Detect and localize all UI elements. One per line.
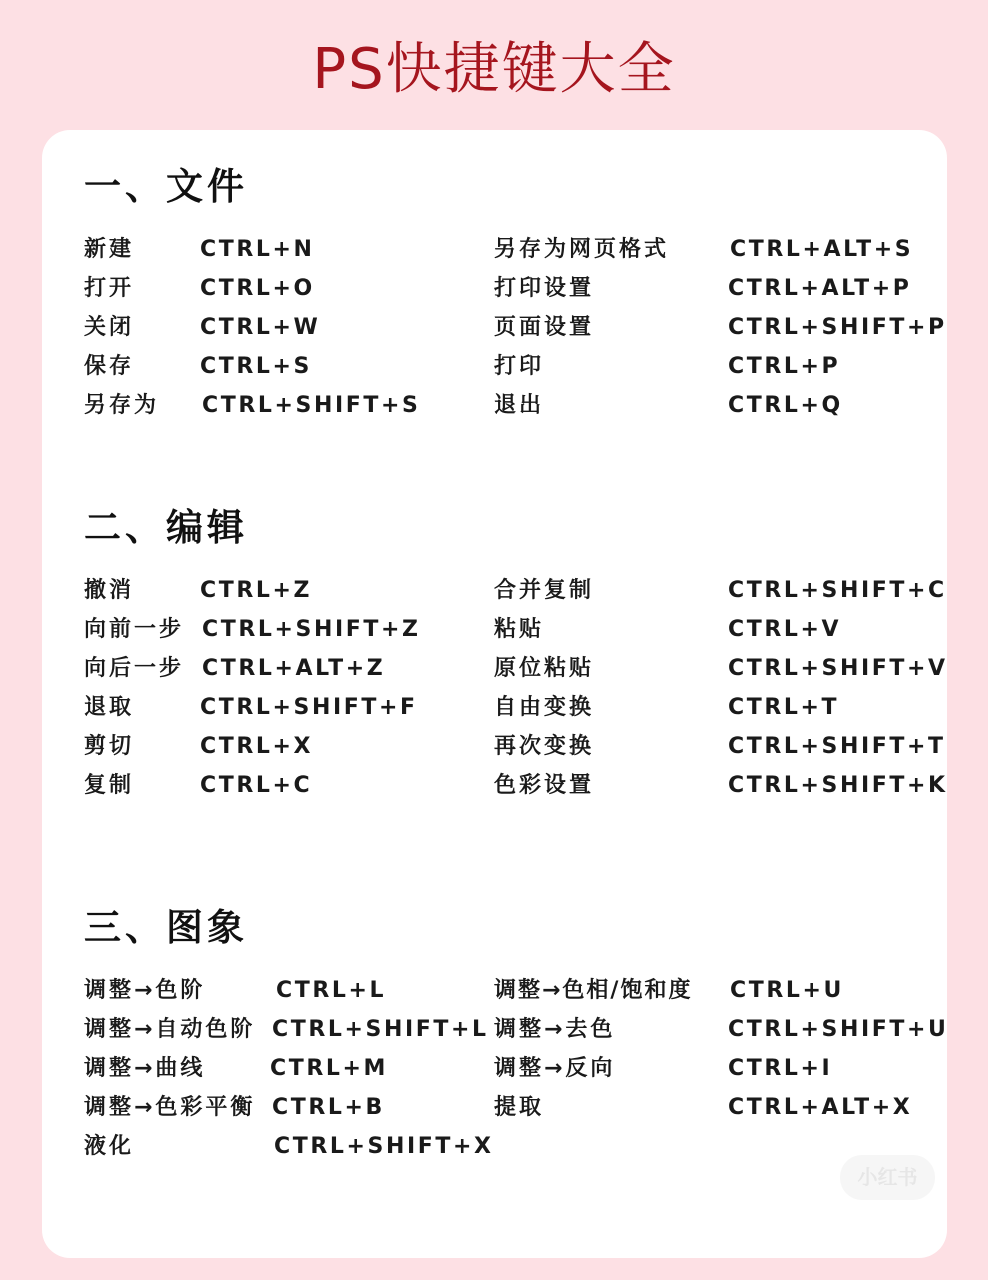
shortcut-name: 粘贴 xyxy=(494,617,545,642)
shortcut-keys: CTRL+SHIFT+K xyxy=(728,773,948,798)
shortcut-name: 原位粘贴 xyxy=(494,656,595,681)
shortcut-keys: CTRL+SHIFT+C xyxy=(728,578,947,603)
shortcut-keys: CTRL+O xyxy=(200,276,315,301)
shortcut-keys: CTRL+Z xyxy=(200,578,313,603)
shortcut-keys: CTRL+Q xyxy=(728,393,843,418)
page-title: PS快捷键大全 xyxy=(312,37,676,102)
shortcut-name: 调整→反向 xyxy=(494,1056,616,1081)
shortcut-card xyxy=(42,130,947,1258)
shortcut-name: 退取 xyxy=(84,695,135,720)
shortcut-keys: CTRL+SHIFT+L xyxy=(272,1017,489,1042)
shortcut-name: 保存 xyxy=(84,354,135,379)
shortcut-name: 调整→色相/饱和度 xyxy=(494,978,693,1003)
shortcut-name: 调整→色阶 xyxy=(84,978,206,1003)
shortcut-keys: CTRL+W xyxy=(200,315,321,340)
shortcut-keys: CTRL+N xyxy=(200,237,315,262)
shortcut-name: 自由变换 xyxy=(494,695,595,720)
shortcut-keys: CTRL+SHIFT+F xyxy=(200,695,418,720)
shortcut-name: 页面设置 xyxy=(494,315,595,340)
shortcut-keys: CTRL+SHIFT+V xyxy=(728,656,948,681)
shortcut-keys: CTRL+P xyxy=(728,354,841,379)
shortcut-name: 液化 xyxy=(84,1134,135,1159)
shortcut-name: 新建 xyxy=(84,237,135,262)
shortcut-keys: CTRL+ALT+Z xyxy=(202,656,386,681)
shortcut-name: 打印 xyxy=(494,354,545,379)
shortcut-name: 另存为网页格式 xyxy=(494,237,670,262)
shortcut-name: 撤消 xyxy=(84,578,135,603)
shortcut-keys: CTRL+ALT+S xyxy=(730,237,914,262)
section-heading: 二、编辑 xyxy=(84,506,248,549)
shortcut-keys: CTRL+SHIFT+S xyxy=(202,393,421,418)
shortcut-keys: CTRL+SHIFT+T xyxy=(728,734,946,759)
shortcut-name: 另存为 xyxy=(84,393,160,418)
shortcut-keys: CTRL+S xyxy=(200,354,312,379)
shortcut-keys: CTRL+I xyxy=(728,1056,833,1081)
shortcut-keys: CTRL+SHIFT+X xyxy=(274,1134,494,1159)
shortcut-keys: CTRL+M xyxy=(270,1056,389,1081)
shortcut-name: 合并复制 xyxy=(494,578,595,603)
section-heading: 三、图象 xyxy=(84,906,248,949)
shortcut-name: 退出 xyxy=(494,393,545,418)
shortcut-name: 再次变换 xyxy=(494,734,595,759)
shortcut-keys: CTRL+T xyxy=(728,695,840,720)
shortcut-keys: CTRL+U xyxy=(730,978,845,1003)
shortcut-name: 向前一步 xyxy=(84,617,185,642)
shortcut-keys: CTRL+ALT+P xyxy=(728,276,912,301)
shortcut-name: 打开 xyxy=(84,276,135,301)
shortcut-keys: CTRL+X xyxy=(200,734,314,759)
shortcut-name: 色彩设置 xyxy=(494,773,595,798)
shortcut-keys: CTRL+SHIFT+P xyxy=(728,315,947,340)
shortcut-keys: CTRL+C xyxy=(200,773,313,798)
section-heading: 一、文件 xyxy=(84,165,248,208)
shortcut-name: 复制 xyxy=(84,773,135,798)
shortcut-keys: CTRL+L xyxy=(276,978,387,1003)
shortcut-name: 剪切 xyxy=(84,734,135,759)
shortcut-keys: CTRL+SHIFT+U xyxy=(728,1017,949,1042)
shortcut-name: 调整→色彩平衡 xyxy=(84,1095,256,1120)
shortcut-name: 调整→自动色阶 xyxy=(84,1017,256,1042)
shortcut-name: 关闭 xyxy=(84,315,135,340)
shortcut-name: 调整→去色 xyxy=(494,1017,616,1042)
shortcut-keys: CTRL+B xyxy=(272,1095,385,1120)
shortcut-keys: CTRL+SHIFT+Z xyxy=(202,617,421,642)
shortcut-name: 打印设置 xyxy=(494,276,595,301)
shortcut-name: 提取 xyxy=(494,1095,545,1120)
shortcut-keys: CTRL+V xyxy=(728,617,842,642)
shortcut-name: 向后一步 xyxy=(84,656,185,681)
shortcut-keys: CTRL+ALT+X xyxy=(728,1095,913,1120)
shortcut-name: 调整→曲线 xyxy=(84,1056,206,1081)
watermark-logo: 小红书 xyxy=(840,1155,935,1200)
